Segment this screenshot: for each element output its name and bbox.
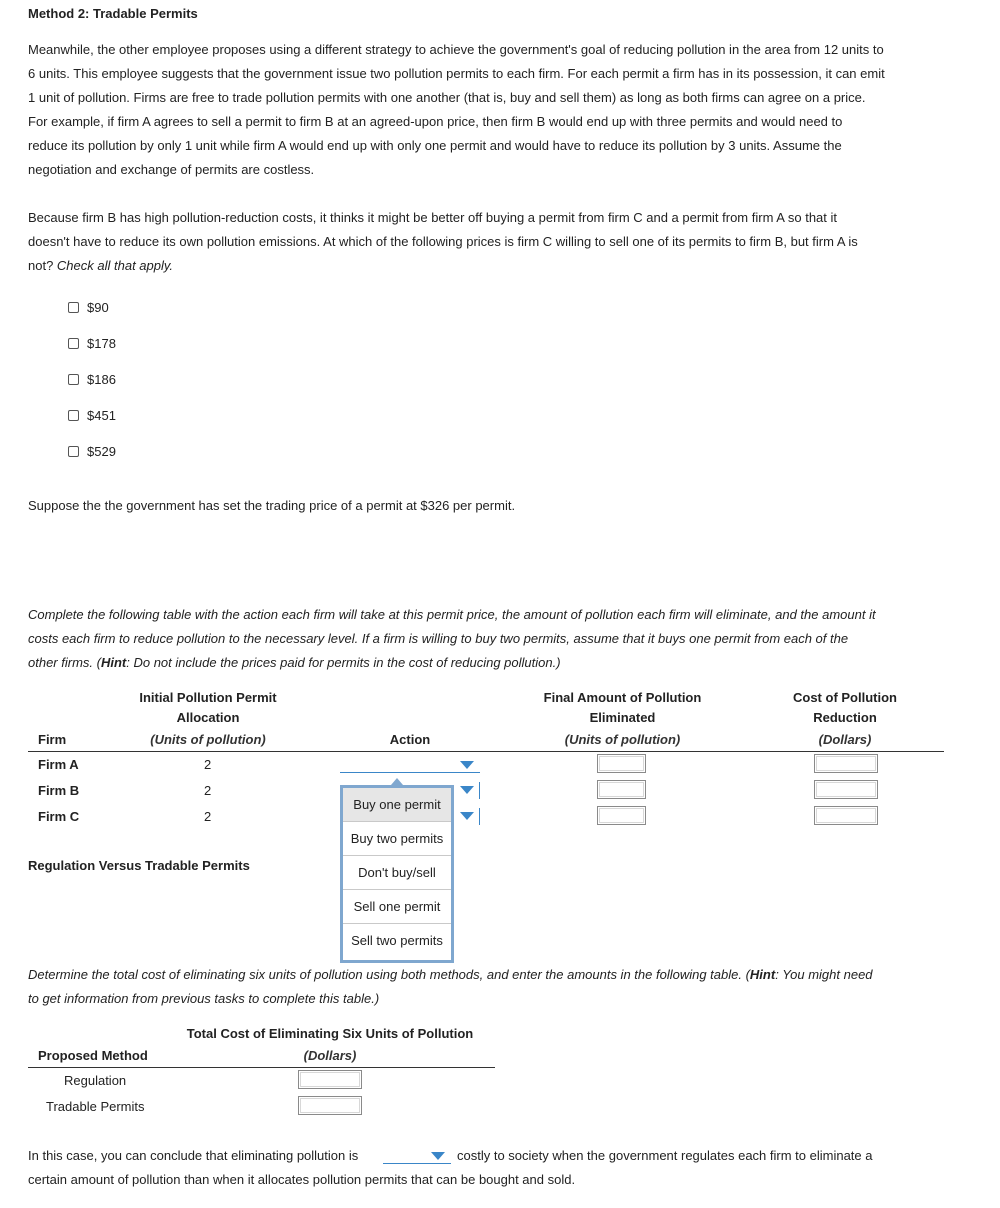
header-eliminated-units: (Units of pollution) <box>564 732 681 747</box>
dropdown-arrow-icon[interactable] <box>460 761 474 769</box>
option-label[interactable]: $451 <box>87 407 116 423</box>
intro-line: For example, if firm A agrees to sell a permit to firm B at an agreed-upon price, then firm B would end up with three permits and would need to <box>28 114 843 129</box>
header-total-cost-units: (Dollars) <box>303 1048 357 1063</box>
question-paragraph <box>28 206 948 278</box>
dropdown-edge <box>479 782 480 799</box>
allocation-value: 2 <box>204 809 212 824</box>
header-action: Action <box>389 732 431 747</box>
option-row[interactable] <box>68 407 116 423</box>
header-allocation-units: (Units of pollution) <box>150 732 266 747</box>
option-row[interactable] <box>68 335 116 351</box>
dropdown-arrow-icon[interactable] <box>460 786 474 794</box>
checkbox[interactable] <box>68 410 79 421</box>
intro-line: 6 units. This employee suggests that the government issue two pollution permits to each firm. For each permit a firm has in its possession, it can emit <box>28 66 885 81</box>
header-cost <box>770 688 920 728</box>
header-total-cost: Total Cost of Eliminating Six Units of Pollution <box>186 1026 474 1041</box>
firm-label: Firm B <box>38 783 80 798</box>
table-instructions <box>28 603 948 675</box>
option-row[interactable] <box>68 443 116 459</box>
dropdown-underline <box>340 772 480 773</box>
dropdown-arrow-icon[interactable] <box>460 812 474 820</box>
menu-item-sell-two[interactable]: Sell two permits <box>351 933 443 948</box>
allocation-value: 2 <box>204 783 212 798</box>
intro-line: 1 unit of pollution. Firms are free to trade pollution permits with one another (that is, buy and sell them) as long as both firms can agree on a price. <box>28 90 866 105</box>
intro-paragraph <box>28 38 948 182</box>
intro-line: reduce its pollution by only 1 unit while firm A would end up with only one permit and would have to reduce its pollution by 3 units. Assume the <box>28 138 842 153</box>
menu-caret <box>391 778 403 785</box>
header-eliminated-line1: Final Amount of Pollution <box>543 690 702 705</box>
checkbox[interactable] <box>68 446 79 457</box>
firm-label: Firm A <box>38 757 79 772</box>
hint-label: Hint <box>749 967 776 982</box>
header-allocation-line1: Initial Pollution Permit <box>139 690 277 705</box>
instruction-line: costs each firm to reduce pollution to the necessary level. If a firm is willing to buy two permits, assume that it buys one permit from each of the <box>28 631 849 646</box>
header-firm: Firm <box>38 732 67 747</box>
option-label[interactable]: $178 <box>87 335 116 351</box>
cost-input-firm-c[interactable] <box>814 806 878 825</box>
instruction-line: Complete the following table with the action each firm will take at this permit price, the amount of pollution each firm will eliminate, and the amount it <box>28 607 876 622</box>
dropdown-underline <box>383 1163 451 1164</box>
hint-label: Hint <box>100 655 127 670</box>
intro-line: Meanwhile, the other employee proposes using a different strategy to achieve the government's goal of reducing pollution in the area from 12 units to <box>28 42 884 57</box>
header-allocation-line2: Allocation <box>176 710 240 725</box>
section-title: Method 2: Tradable Permits <box>28 6 198 21</box>
header-eliminated-line2: Eliminated <box>589 710 656 725</box>
comparison-title: Regulation Versus Tradable Permits <box>28 858 250 873</box>
checkbox[interactable] <box>68 374 79 385</box>
option-row[interactable] <box>68 299 109 315</box>
header-cost-line1: Cost of Pollution <box>793 690 897 705</box>
option-row[interactable] <box>68 371 116 387</box>
option-label[interactable]: $90 <box>87 299 109 315</box>
dropdown-edge <box>479 808 480 825</box>
regulation-cost-input[interactable] <box>298 1070 362 1089</box>
firm-label: Firm C <box>38 809 80 824</box>
question-line: Because firm B has high pollution-reduction costs, it thinks it might be better off buying a permit from firm C and a permit from firm A so that it <box>28 210 837 225</box>
comparison-prefix: Determine the total cost of eliminating six units of pollution using both methods, and enter the amounts in the following table. ( <box>28 967 750 982</box>
permit-price-statement: Suppose the the government has set the trading price of a permit at $326 per permit. <box>28 498 516 513</box>
conclusion-suffix: costly to society when the government regulates each firm to eliminate a <box>457 1148 873 1163</box>
header-cost-line2: Reduction <box>813 710 877 725</box>
comparison-suffix: : You might need <box>775 967 873 982</box>
check-all-note: Check all that apply. <box>56 258 174 273</box>
dropdown-arrow-icon[interactable] <box>431 1152 445 1160</box>
intro-line: negotiation and exchange of permits are costless. <box>28 162 315 177</box>
option-label[interactable]: $529 <box>87 443 116 459</box>
conclusion-line2: certain amount of pollution than when it allocates pollution permits that can be bought and sold. <box>28 1172 576 1187</box>
comparison-instructions <box>28 963 948 1011</box>
header-cost-units: (Dollars) <box>818 732 872 747</box>
menu-item-buy-two[interactable]: Buy two permits <box>343 822 451 856</box>
option-label[interactable]: $186 <box>87 371 116 387</box>
menu-item-buy-one[interactable]: Buy one permit <box>343 788 451 822</box>
conclusion-prefix: In this case, you can conclude that eliminating pollution is <box>28 1148 359 1163</box>
question-line: doesn't have to reduce its own pollution emissions. At which of the following prices is firm C willing to sell one of its permits to firm B, but firm A is <box>28 234 858 249</box>
method-label: Regulation <box>64 1073 127 1088</box>
instruction-suffix: : Do not include the prices paid for permits in the cost of reducing pollution.) <box>126 655 561 670</box>
comparison-line: to get information from previous tasks to complete this table.) <box>28 991 380 1006</box>
header-eliminated <box>520 688 725 728</box>
method-label: Tradable Permits <box>46 1099 145 1114</box>
eliminated-input-firm-a[interactable] <box>597 754 646 773</box>
header-allocation <box>108 688 308 728</box>
eliminated-input-firm-c[interactable] <box>597 806 646 825</box>
checkbox[interactable] <box>68 302 79 313</box>
comparison-line <box>28 963 948 987</box>
tradable-permits-cost-input[interactable] <box>298 1096 362 1115</box>
checkbox[interactable] <box>68 338 79 349</box>
table-header-rule <box>28 751 944 752</box>
instruction-line <box>28 651 948 675</box>
question-prefix: not? <box>28 258 57 273</box>
question-line <box>28 254 948 278</box>
menu-item-sell-one[interactable]: Sell one permit <box>343 890 451 924</box>
instruction-prefix: other firms. ( <box>28 655 101 670</box>
header-proposed-method: Proposed Method <box>38 1048 148 1063</box>
action-dropdown-menu[interactable] <box>340 785 454 963</box>
allocation-value: 2 <box>204 757 212 772</box>
eliminated-input-firm-b[interactable] <box>597 780 646 799</box>
cost-input-firm-a[interactable] <box>814 754 878 773</box>
menu-item-dont-buy-sell[interactable]: Don't buy/sell <box>343 856 451 890</box>
cost-table-rule <box>28 1067 495 1068</box>
cost-input-firm-b[interactable] <box>814 780 878 799</box>
